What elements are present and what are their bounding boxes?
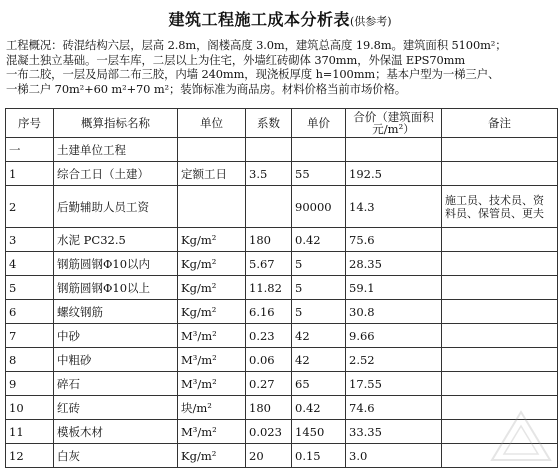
cell-price: 42 (292, 348, 346, 372)
cell-name: 碎石 (54, 372, 178, 396)
title-note: (供参考) (349, 15, 392, 28)
cell-unit: Kg/m² (178, 276, 246, 300)
cell-note (442, 276, 558, 300)
cell-name: 钢筋圆钢Φ10以内 (54, 252, 178, 276)
cell-name: 钢筋圆钢Φ10以上 (54, 276, 178, 300)
cell-name: 白灰 (54, 444, 178, 468)
cell-coef: 11.82 (246, 276, 292, 300)
cell-no: 11 (6, 420, 54, 444)
cell-coef: 20 (246, 444, 292, 468)
cell-name: 水泥 PC32.5 (54, 228, 178, 252)
header-total: 合价（建筑面积元/m²） (346, 109, 442, 138)
cell-total: 17.55 (346, 372, 442, 396)
cell-name: 中砂 (54, 324, 178, 348)
table-header-row (6, 109, 558, 138)
cell-note (442, 300, 558, 324)
page-title (0, 7, 560, 30)
cell-no: 9 (6, 372, 54, 396)
cost-analysis-table (5, 108, 558, 468)
cell-no: 2 (6, 186, 54, 228)
table-row (6, 348, 558, 372)
cell-price: 0.42 (292, 228, 346, 252)
cell-price: 65 (292, 372, 346, 396)
cell-unit (178, 186, 246, 228)
cell-unit: M³/m² (178, 324, 246, 348)
cell-unit: Kg/m² (178, 444, 246, 468)
table-row (6, 420, 558, 444)
cell-price: 0.42 (292, 396, 346, 420)
cell-coef: 180 (246, 396, 292, 420)
cell-price: 5 (292, 252, 346, 276)
table-row (6, 396, 558, 420)
cell-unit: 定额工日 (178, 162, 246, 186)
cell-note: 施工员、技术员、资料员、保管员、更夫 (442, 186, 558, 228)
cell-no: 8 (6, 348, 54, 372)
cell-coef: 5.67 (246, 252, 292, 276)
cell-note (442, 324, 558, 348)
cell-coef: 0.23 (246, 324, 292, 348)
overview-line: 混凝土独立基础。一层车库，二层以上为住宅，外墙红砖砌体 370mm，外保温 EPS70mm (6, 52, 466, 67)
cell-price: 42 (292, 324, 346, 348)
table-row (6, 252, 558, 276)
cell-no: 12 (6, 444, 54, 468)
cell-price: 5 (292, 276, 346, 300)
cell-note (442, 228, 558, 252)
cell-total: 30.8 (346, 300, 442, 324)
cell-coef: 3.5 (246, 162, 292, 186)
cell-total: 28.35 (346, 252, 442, 276)
watermark-logo (486, 408, 556, 468)
table-row (6, 186, 558, 228)
cell-total: 33.35 (346, 420, 442, 444)
cell-name: 中粗砂 (54, 348, 178, 372)
cell-name: 模板木材 (54, 420, 178, 444)
cell-name: 土建单位工程 (54, 138, 178, 162)
cell-name: 综合工日（土建） (54, 162, 178, 186)
cell-price (292, 138, 346, 162)
cell-price: 1450 (292, 420, 346, 444)
cell-no: 4 (6, 252, 54, 276)
cell-coef: 0.27 (246, 372, 292, 396)
cell-no: 一 (6, 138, 54, 162)
cell-total: 75.6 (346, 228, 442, 252)
cell-price: 90000 (292, 186, 346, 228)
table-row (6, 138, 558, 162)
cell-unit: 块/m² (178, 396, 246, 420)
cell-note (442, 162, 558, 186)
cell-price: 55 (292, 162, 346, 186)
cell-no: 10 (6, 396, 54, 420)
table-row (6, 444, 558, 468)
cell-price: 0.15 (292, 444, 346, 468)
cell-note (442, 252, 558, 276)
table-row (6, 162, 558, 186)
cell-coef: 180 (246, 228, 292, 252)
cell-total: 2.52 (346, 348, 442, 372)
cell-price: 5 (292, 300, 346, 324)
cell-unit (178, 138, 246, 162)
cell-unit: M³/m² (178, 420, 246, 444)
cell-name: 后勤辅助人员工资 (54, 186, 178, 228)
cell-unit: Kg/m² (178, 252, 246, 276)
cell-coef (246, 186, 292, 228)
table-row (6, 228, 558, 252)
cell-name: 螺纹钢筋 (54, 300, 178, 324)
cell-unit: M³/m² (178, 348, 246, 372)
cell-coef (246, 138, 292, 162)
cell-unit: Kg/m² (178, 228, 246, 252)
cell-no: 6 (6, 300, 54, 324)
header-price: 单价 (292, 109, 346, 138)
cell-unit: M³/m² (178, 372, 246, 396)
header-unit: 单位 (178, 109, 246, 138)
table-row (6, 300, 558, 324)
overview-line: 一布二胶，一层及局部二布三胶，内墙 240mm，现浇板厚度 h=100mm；基本户型为一梯三户、 (6, 67, 500, 82)
cell-note (442, 348, 558, 372)
cell-total: 9.66 (346, 324, 442, 348)
cell-total (346, 138, 442, 162)
cell-no: 7 (6, 324, 54, 348)
cell-name: 红砖 (54, 396, 178, 420)
header-coef: 系数 (246, 109, 292, 138)
table-row (6, 372, 558, 396)
table-row (6, 276, 558, 300)
cell-coef: 6.16 (246, 300, 292, 324)
overview-line: 一梯二户 70m²+60 m²+70 m²；装饰标准为商品房。材料价格当前市场价格。 (6, 81, 407, 96)
cell-no: 1 (6, 162, 54, 186)
header-note: 备注 (442, 109, 558, 138)
title-text: 建筑工程施工成本分析表 (168, 10, 350, 29)
cell-note (442, 138, 558, 162)
cell-unit: Kg/m² (178, 300, 246, 324)
table-row (6, 324, 558, 348)
cell-total: 74.6 (346, 396, 442, 420)
cell-coef: 0.06 (246, 348, 292, 372)
cell-total: 14.3 (346, 186, 442, 228)
cell-no: 3 (6, 228, 54, 252)
cell-note (442, 372, 558, 396)
project-overview (6, 38, 554, 96)
cell-no: 5 (6, 276, 54, 300)
cell-total: 192.5 (346, 162, 442, 186)
header-name: 概算指标名称 (54, 109, 178, 138)
overview-line: 工程概况：砖混结构六层，层高 2.8m，阁楼高度 3.0m，建筑总高度 19.8m。建筑面积 5100m²； (6, 38, 507, 52)
cell-total: 59.1 (346, 276, 442, 300)
header-no: 序号 (6, 109, 54, 138)
cell-coef: 0.023 (246, 420, 292, 444)
cell-total: 3.0 (346, 444, 442, 468)
